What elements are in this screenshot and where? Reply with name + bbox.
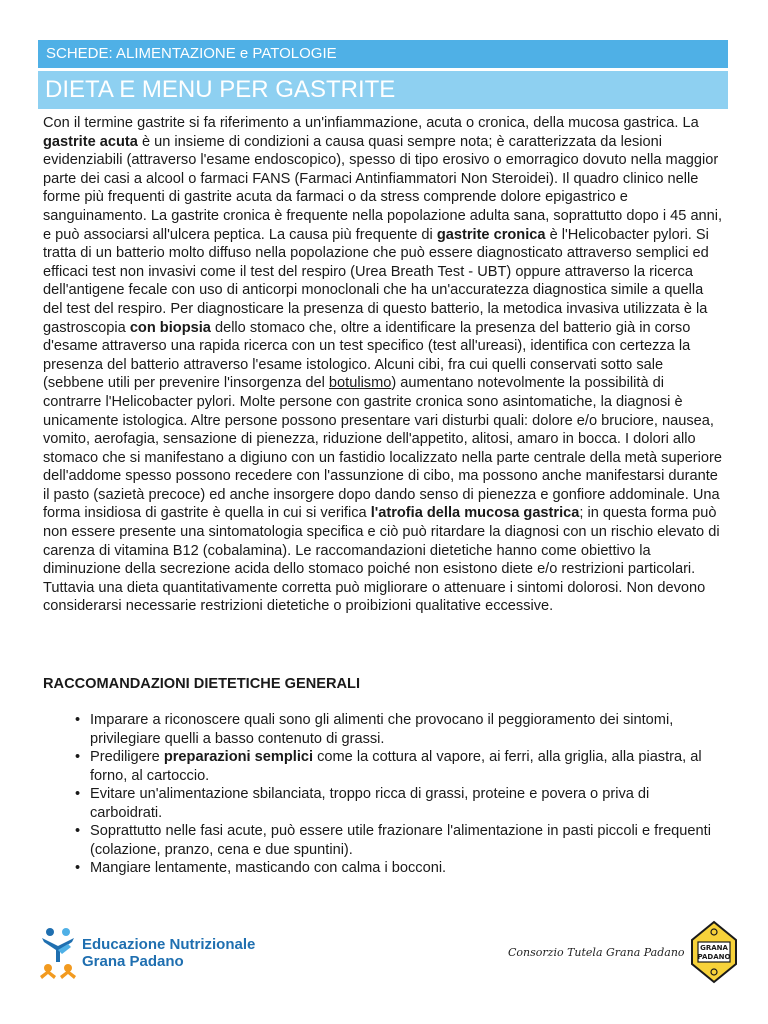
list-item-bold-text: preparazioni semplici <box>163 749 314 765</box>
bullet-icon: • <box>75 860 81 876</box>
bullet-icon: • <box>75 712 81 728</box>
brand-line-1: Educazione Nutrizionale <box>82 936 256 953</box>
section-category-label: SCHEDE: ALIMENTAZIONE e PATOLOGIE <box>46 45 337 62</box>
intro-paragraph <box>43 114 725 616</box>
intro-bold-atrophy: l'atrofia della mucosa gastrica <box>370 505 580 522</box>
consorzio-signature: Consorzio Tutela Grana Padano <box>508 946 685 959</box>
list-item-text: Mangiare lentamente, masticando con calma i bocconi. <box>90 860 447 876</box>
grana-padano-seal-icon <box>688 920 740 984</box>
bullet-icon: • <box>75 786 81 802</box>
intro-text-1: Con il termine gastrite si fa riferimento a un'infiammazione, acuta o cronica, della mucosa gastrica. La <box>43 115 699 131</box>
brand-text <box>82 936 255 970</box>
intro-text-4: dello stomaco che, oltre a identificare la presenza del batterio già in corso d'esame attraverso una rapida ricerca con un test specifico (test all'ureasi), identifica con certezza la presenza del batterio attraverso l'esame istologico. Alcuni cibi, fra cui quelli conservati sotto sale (sebbene utili per prevenire l'insorgenza del <box>43 319 691 392</box>
list-item-text: Prediligere <box>90 749 164 765</box>
list-item <box>75 822 725 859</box>
list-item-text: come la cottura al vapore, ai ferri, alla griglia, alla piastra, al forno, al cartoccio. <box>90 749 702 784</box>
bullet-icon: • <box>75 749 81 765</box>
intro-text-5: ) aumentano notevolmente la possibilità di contrarre l'Helicobacter pylori. Molte persone con gastrite cronica sono asintomatiche, la diagnosi è unicamente istologica. Altre persone possono presentare vari disturbi quali: dolore e/o bruciore, nausea, vomito, aerofagia, sensazione di pienezza, riduzione dell'appetito, alitosi, amaro in bocca. I dolori allo stomaco che si manifestano a digiuno con un fastidio localizzato nella parte centrale della metà superiore dell'addome spesso possono recedere con l'assunzione di cibo, ma possono anche manifestarsi durante il pasto (sazietà precoce) ed anche insorgere dopo dando senso di pienezza e gonfiore addominale. Una forma insidiosa di gastrite è quella in cui si verifica <box>43 375 723 522</box>
list-item <box>75 711 725 748</box>
list-item <box>75 859 725 878</box>
intro-text-2: è un insieme di condizioni a causa quasi sempre nota; è caratterizzata da lesioni evidenziabili (attraverso l'esame endoscopico), spesso di tipo erosivo o emorragico dovuto nella maggior parte dei casi a alcool o farmaci FANS (Farmaci Antinfiammatori Non Steroidei). Il quadro clinico nelle forme più frequenti di gastrite acuta da farmaci o da stress comprende dolore epigastrico e sanguinamento. La gastrite cronica è frequente nella popolazione adulta sana, soprattutto dopo i 45 anni, e può associarsi all'ulcera peptica. La causa più frequente di <box>43 133 723 243</box>
intro-text-6: ; in questa forma può non essere presente una sintomatologia specifica e ciò può ritardare la diagnosi con un rischio elevato di carenza di vitamina B12 (cobalamina). Le raccomandazioni dietetiche hanno come obiettivo la diminuzione della secrezione acida dello stomaco poiché non esistono diete e/o restrizioni particolari. Tuttavia una dieta quantitativamente corretta può migliorare o attenuare i sintomi dolorosi. Non devono considerarsi necessarie restrizioni dietetiche o proibizioni qualitative eccessive. <box>43 505 720 615</box>
intro-text-3: è l'Helicobacter pylori. Si tratta di un batterio molto diffuso nella popolazione che può essere diagnosticato attraverso semplici ed efficaci test non invasivi come il test del respiro (Urea Breath Test - UBT) oppure attraverso la ricerca dell'antigene fecale con uso di anticorpi monoclonali che ha un'accuratezza diagnostica simile a quella del test del respiro. Per diagnosticare la presenza di questo batterio, la metodica invasiva utilizzata è la gastroscopia <box>43 226 709 336</box>
people-logo-icon <box>38 924 78 980</box>
page-title: DIETA E MENU PER GASTRITE <box>45 76 396 103</box>
list-item <box>75 785 725 822</box>
list-item-text: Imparare a riconoscere quali sono gli alimenti che provocano il peggioramento dei sintomi, privilegiare quelli a basso contenuto di grassi. <box>90 712 674 747</box>
recommendations-heading: RACCOMANDAZIONI DIETETICHE GENERALI <box>43 676 361 692</box>
page-title-bar <box>38 71 728 109</box>
educazione-nutrizionale-logo <box>38 922 288 982</box>
intro-bold-biopsy: con biopsia <box>129 319 211 336</box>
svg-text:PADANO: PADANO <box>697 953 731 961</box>
brand-line-2: Grana Padano <box>82 953 184 970</box>
botulism-link[interactable]: botulismo <box>328 375 392 392</box>
intro-bold-chronic-gastritis: gastrite cronica <box>436 226 546 243</box>
recommendations-list <box>75 711 725 878</box>
bullet-icon: • <box>75 823 81 839</box>
list-item-text: Soprattutto nelle fasi acute, può essere utile frazionare l'alimentazione in pasti piccoli e frequenti (colazione, pranzo, cena e due spuntini). <box>90 823 711 858</box>
list-item <box>75 748 725 785</box>
section-category-bar <box>38 40 728 68</box>
intro-bold-acute-gastritis: gastrite acuta <box>43 133 138 150</box>
list-item-text: Evitare un'alimentazione sbilanciata, troppo ricca di grassi, proteine e povera o priva di carboidrati. <box>90 786 650 821</box>
svg-text:GRANA: GRANA <box>700 944 728 952</box>
